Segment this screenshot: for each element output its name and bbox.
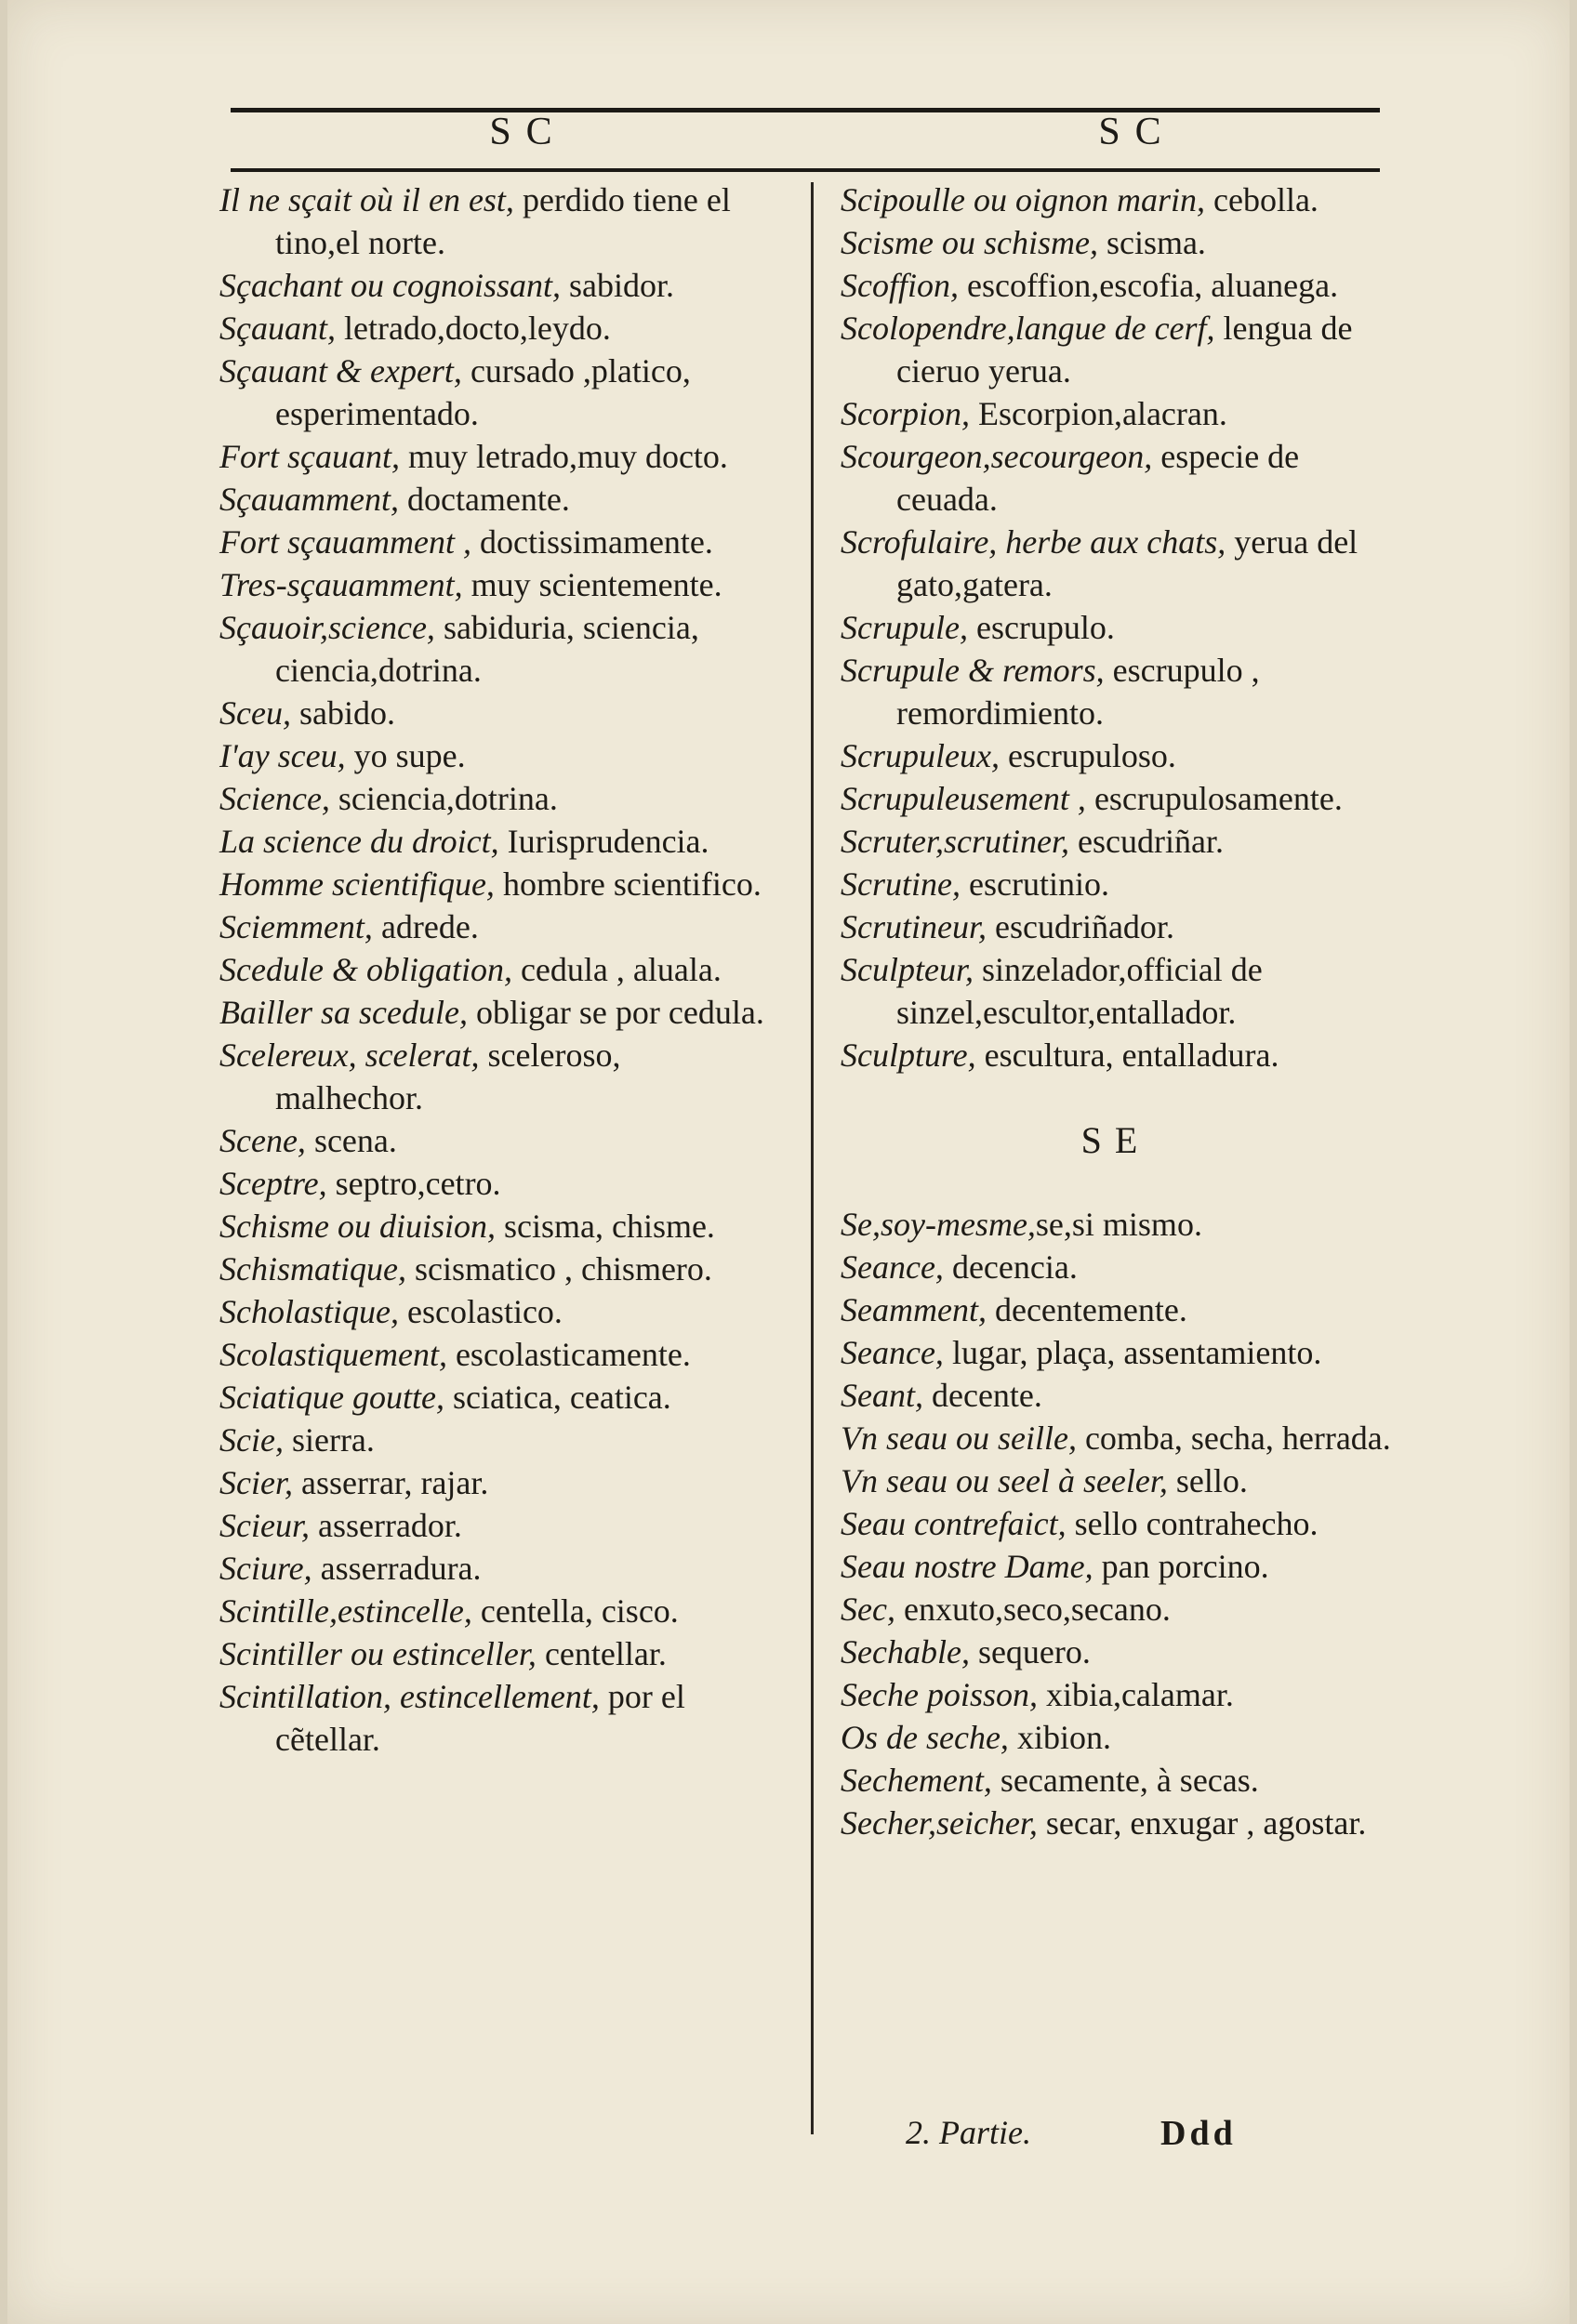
entry-translation: comba, secha, herrada.: [1076, 1419, 1391, 1457]
entry-translation: escoffion,escofia, aluanega.: [958, 267, 1339, 304]
section-heading-se: SE: [1080, 1119, 1151, 1161]
entry-headword: Seche poisson,: [841, 1676, 1038, 1713]
dictionary-entry: [219, 307, 774, 350]
entry-headword: Scourgeon,secourgeon,: [841, 438, 1153, 475]
entry-headword: Sçauant & expert,: [219, 352, 462, 390]
entry-translation: escudriñador.: [987, 908, 1174, 945]
entry-translation: enxuto,seco,secano.: [895, 1591, 1171, 1628]
entry-headword: Schisme ou diuision,: [219, 1208, 496, 1245]
dictionary-entry: [219, 1290, 774, 1333]
entry-translation: sierra.: [283, 1421, 375, 1459]
gathering-mark: Ddd: [1160, 2114, 1237, 2153]
dictionary-entry: [219, 264, 774, 307]
dictionary-entry: [219, 563, 774, 606]
entry-headword: Scrupule & remors,: [841, 652, 1105, 689]
entry-headword: Scrupule,: [841, 609, 968, 646]
entry-headword: Seau nostre Dame,: [841, 1548, 1093, 1585]
entry-translation: centella, cisco.: [471, 1592, 679, 1630]
dictionary-entry: [841, 1673, 1391, 1716]
entry-translation: sceleroso, malhechor.: [275, 1037, 621, 1116]
dictionary-entry: [219, 991, 774, 1034]
entry-translation: xibion.: [1008, 1719, 1111, 1756]
dictionary-entry: [841, 264, 1391, 307]
entry-translation: escrupulosamente.: [1085, 780, 1343, 817]
dictionary-entry: [841, 1716, 1391, 1759]
entry-translation: scisma, chisme.: [495, 1208, 715, 1245]
dictionary-entry: [841, 1759, 1391, 1802]
dictionary-entry: [219, 1590, 774, 1632]
entry-translation: escolasticamente.: [446, 1336, 691, 1373]
entry-headword: Sechable,: [841, 1633, 970, 1670]
dictionary-entry: [219, 1504, 774, 1547]
dictionary-entry: [841, 1331, 1391, 1374]
entry-headword: Sciemment,: [219, 908, 373, 945]
entry-headword: Secher,seicher,: [841, 1804, 1038, 1842]
entry-headword: Scelereux, scelerat,: [219, 1037, 480, 1074]
entry-headword: Tres-sçauamment,: [219, 566, 463, 603]
dictionary-entry: [841, 435, 1391, 521]
dictionary-entry: [841, 1588, 1391, 1631]
entry-translation: especie de ceuada.: [896, 438, 1300, 518]
entry-translation: sequero.: [969, 1633, 1091, 1670]
entry-translation: escrupulo.: [967, 609, 1115, 646]
signature-mark: 2. Partie.: [906, 2114, 1031, 2151]
running-head-left: SC: [489, 111, 567, 153]
dictionary-entry: [219, 820, 774, 863]
dictionary-entry: [841, 1631, 1391, 1673]
entry-headword: Fort sçauamment ,: [219, 523, 471, 561]
dictionary-entry: [841, 734, 1391, 777]
entry-headword: Sciure,: [219, 1550, 312, 1587]
right-column: [841, 178, 1391, 1844]
dictionary-entry: [841, 905, 1391, 948]
dictionary-entry: [219, 435, 774, 478]
dictionary-entry: [841, 1034, 1391, 1076]
entry-translation: secamente, à secas.: [991, 1762, 1259, 1799]
entry-headword: Scintillation, estincellement,: [219, 1678, 600, 1715]
entry-translation: yerua del gato,gatera.: [896, 523, 1358, 603]
dictionary-entry: [841, 392, 1391, 435]
entry-translation: decentemente.: [986, 1291, 1187, 1328]
entry-headword: Scie,: [219, 1421, 284, 1459]
entry-headword: Scrupuleusement ,: [841, 780, 1086, 817]
dictionary-entry: [219, 1162, 774, 1205]
entry-translation: hombre scientifico.: [494, 865, 762, 903]
entry-headword: Scisme ou schisme,: [841, 224, 1098, 261]
entry-headword: Seamment,: [841, 1291, 987, 1328]
dictionary-entry: [219, 521, 774, 563]
entry-headword: Scorpion,: [841, 395, 970, 432]
entry-headword: Seau contrefaict,: [841, 1505, 1067, 1542]
header-rule-bottom: [231, 168, 1380, 172]
entry-headword: La science du droict,: [219, 823, 499, 860]
entry-headword: Scholastique,: [219, 1293, 399, 1330]
dictionary-entry: [219, 777, 774, 820]
dictionary-entry: [219, 1034, 774, 1119]
entry-translation: doctamente.: [398, 481, 570, 518]
dictionary-entry: [219, 1461, 774, 1504]
entry-translation: lugar, plaça, assentamiento.: [943, 1334, 1322, 1371]
entry-headword: Scintille,estincelle,: [219, 1592, 472, 1630]
dictionary-entry: [219, 1205, 774, 1248]
entry-headword: Os de seche,: [841, 1719, 1009, 1756]
dictionary-entry: [219, 478, 774, 521]
dictionary-entry: [841, 1203, 1391, 1246]
entry-headword: Scrutine,: [841, 865, 961, 903]
dictionary-entry: [841, 178, 1391, 221]
entry-translation: sciencia,dotrina.: [329, 780, 558, 817]
dictionary-entry: [219, 1547, 774, 1590]
entry-headword: Scedule & obligation,: [219, 951, 512, 988]
entry-headword: Scene,: [219, 1122, 306, 1159]
dictionary-entry: [219, 905, 774, 948]
entry-headword: Sciatique goutte,: [219, 1379, 444, 1416]
dictionary-entry: [841, 1545, 1391, 1588]
dictionary-entry: [219, 1333, 774, 1376]
book-page: [7, 0, 1570, 2324]
entry-translation: asserradura.: [311, 1550, 482, 1587]
entry-translation: centellar.: [536, 1635, 667, 1672]
entry-headword: Schismatique,: [219, 1250, 406, 1287]
entry-headword: Fort sçauant,: [219, 438, 400, 475]
dictionary-entry: [219, 1119, 774, 1162]
entry-headword: I'ay sceu,: [219, 737, 346, 774]
dictionary-entry: [841, 820, 1391, 863]
dictionary-entry: [219, 863, 774, 905]
entry-headword: Scruter,scrutiner,: [841, 823, 1069, 860]
entry-headword: Se,soy-mesme,: [841, 1206, 1036, 1243]
entry-headword: Scipoulle ou oignon marin,: [841, 181, 1205, 218]
entry-headword: Scrofulaire, herbe aux chats,: [841, 523, 1226, 561]
dictionary-entry: [219, 350, 774, 435]
right-entries-sc: [841, 178, 1391, 1076]
entry-translation: se,si mismo.: [1035, 1206, 1202, 1243]
running-head-right: SC: [1098, 111, 1176, 153]
entry-translation: muy letrado,muy docto.: [400, 438, 728, 475]
dictionary-entry: [219, 948, 774, 991]
entry-headword: Il ne sçait où il en est,: [219, 181, 514, 218]
entry-translation: xibia,calamar.: [1037, 1676, 1234, 1713]
column-divider: [811, 182, 814, 2134]
entry-translation: decente.: [922, 1377, 1042, 1414]
entry-translation: muy scientemente.: [462, 566, 722, 603]
entry-headword: Scolastiquement,: [219, 1336, 447, 1373]
entry-translation: adrede.: [372, 908, 479, 945]
dictionary-entry: [219, 1248, 774, 1290]
dictionary-entry: [841, 948, 1391, 1034]
entry-headword: Scrupuleux,: [841, 737, 1000, 774]
dictionary-entry: [841, 1246, 1391, 1288]
dictionary-entry: [841, 1288, 1391, 1331]
entry-headword: Sceu,: [219, 694, 291, 732]
entry-headword: Sçauamment,: [219, 481, 399, 518]
entry-translation: scena.: [305, 1122, 397, 1159]
entry-translation: sello contrahecho.: [1066, 1505, 1319, 1542]
entry-headword: Homme scientifique,: [219, 865, 495, 903]
entry-headword: Scoffion,: [841, 267, 959, 304]
entry-headword: Seant,: [841, 1377, 923, 1414]
dictionary-entry: [841, 649, 1391, 734]
dictionary-entry: [841, 521, 1391, 606]
entry-headword: Sechement,: [841, 1762, 992, 1799]
entry-translation: lengua de cieruo yerua.: [896, 310, 1353, 390]
entry-headword: Scrutineur,: [841, 908, 987, 945]
dictionary-entry: [841, 777, 1391, 820]
entry-translation: septro,cetro.: [326, 1165, 501, 1202]
entry-headword: Science,: [219, 780, 330, 817]
entry-translation: escolastico.: [398, 1293, 563, 1330]
entry-translation: sabidor.: [560, 267, 674, 304]
entry-translation: asserrador.: [309, 1507, 462, 1544]
entry-translation: Iurisprudencia.: [498, 823, 709, 860]
dictionary-entry: [841, 1459, 1391, 1502]
dictionary-entry: [219, 734, 774, 777]
entry-translation: decencia.: [943, 1248, 1078, 1286]
entry-translation: sello.: [1167, 1462, 1248, 1499]
dictionary-entry: [219, 178, 774, 264]
dictionary-entry: [841, 1502, 1391, 1545]
entry-headword: Bailler sa scedule,: [219, 994, 468, 1031]
dictionary-entry: [219, 1376, 774, 1419]
entry-translation: cebolla.: [1204, 181, 1319, 218]
entry-translation: escudriñar.: [1069, 823, 1224, 860]
entry-headword: Scolopendre,langue de cerf,: [841, 310, 1215, 347]
entry-translation: escrupulo , remordimiento.: [896, 652, 1260, 732]
entry-translation: secar, enxugar , agostar.: [1037, 1804, 1367, 1842]
entry-translation: escrutinio.: [960, 865, 1109, 903]
entry-translation: obligar se por cedula.: [467, 994, 764, 1031]
dictionary-entry: [219, 1632, 774, 1675]
entry-headword: Sçauoir,science,: [219, 609, 435, 646]
entry-headword: Scier,: [219, 1464, 293, 1501]
entry-headword: Seance,: [841, 1334, 944, 1371]
entry-translation: escultura, entalladura.: [975, 1037, 1279, 1074]
entry-translation: Escorpion,alacran.: [970, 395, 1227, 432]
dictionary-entry: [841, 1417, 1391, 1459]
entry-translation: perdido tiene el tino,el norte.: [275, 181, 731, 261]
entry-headword: Sculpteur,: [841, 951, 974, 988]
entry-translation: pan porcino.: [1093, 1548, 1269, 1585]
entry-translation: escrupuloso.: [999, 737, 1176, 774]
entry-headword: Sceptre,: [219, 1165, 327, 1202]
entry-headword: Sçauant,: [219, 310, 336, 347]
entry-headword: Vn seau ou seille,: [841, 1419, 1077, 1457]
entry-headword: Sculpture,: [841, 1037, 976, 1074]
entry-translation: sabido.: [290, 694, 395, 732]
entry-headword: Sec,: [841, 1591, 895, 1628]
dictionary-entry: [841, 221, 1391, 264]
entry-translation: por el cẽtellar.: [275, 1678, 685, 1758]
right-entries-se: [841, 1203, 1391, 1844]
entry-translation: asserrar, rajar.: [292, 1464, 489, 1501]
entry-translation: yo supe.: [345, 737, 466, 774]
entry-translation: letrado,docto,leydo.: [335, 310, 611, 347]
dictionary-entry: [219, 692, 774, 734]
entry-translation: sciatica, ceatica.: [444, 1379, 671, 1416]
entry-translation: doctissimamente.: [470, 523, 713, 561]
entry-headword: Seance,: [841, 1248, 944, 1286]
dictionary-entry: [841, 606, 1391, 649]
dictionary-entry: [841, 1374, 1391, 1417]
entry-headword: Scintiller ou estinceller,: [219, 1635, 537, 1672]
dictionary-entry: [219, 1675, 774, 1761]
entry-translation: sinzelador,official de sinzel,escultor,entallador.: [896, 951, 1263, 1031]
dictionary-entry: [841, 307, 1391, 392]
dictionary-entry: [841, 863, 1391, 905]
entry-translation: scismatico , chismero.: [405, 1250, 712, 1287]
entry-translation: sabiduria, sciencia, ciencia,dotrina.: [275, 609, 699, 689]
entry-translation: cursado ,platico, esperimentado.: [275, 352, 691, 432]
dictionary-entry: [219, 606, 774, 692]
entry-headword: Vn seau ou seel à seeler,: [841, 1462, 1168, 1499]
dictionary-entry: [841, 1802, 1391, 1844]
entry-headword: Sçachant ou cognoissant,: [219, 267, 561, 304]
dictionary-entry: [219, 1419, 774, 1461]
left-column: [219, 178, 774, 1761]
entry-translation: scisma.: [1097, 224, 1206, 261]
entry-headword: Scieur,: [219, 1507, 310, 1544]
entry-translation: cedula , aluala.: [511, 951, 722, 988]
